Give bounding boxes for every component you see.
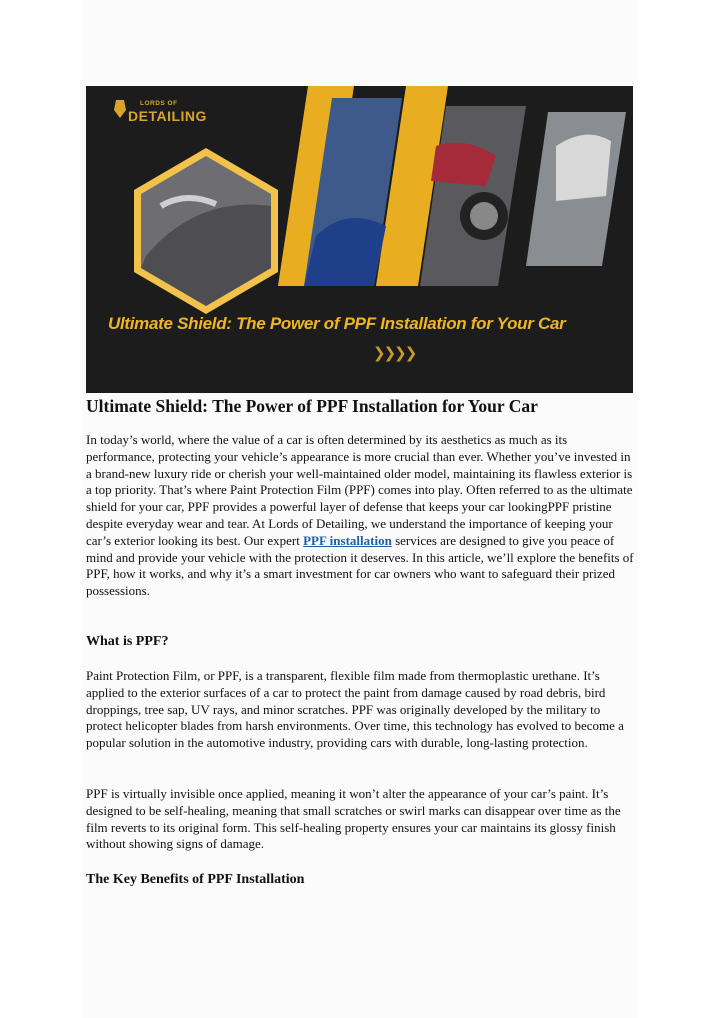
- banner-title: Ultimate Shield: The Power of PPF Installation for Your Car: [108, 314, 566, 333]
- paragraph-ppf-self-healing: PPF is virtually invisible once applied, meaning it won’t alter the appearance of your car’s paint. It’s designed to be self-healing, meaning that small scratches or swirl marks can disappear over time as the film reverts to its original form. This self-healing property ensures your car maintains its glossy finish without showing signs of damage.: [86, 786, 621, 852]
- brand-logo: [106, 100, 216, 130]
- banner-artwork: [86, 86, 633, 393]
- ppf-installation-link[interactable]: PPF installation: [303, 532, 392, 548]
- logo-main-text: DETAILING: [128, 108, 207, 124]
- article-title: Ultimate Shield: The Power of PPF Installation for Your Car: [86, 396, 538, 416]
- intro-text-before-link: In today’s world, where the value of a car is often determined by its aesthetics as much as its performance, protecting your vehicle’s appearance is more crucial than ever. Whether you’ve invested in a brand-new luxury ride or cherish your well-maintained older model, maintaining its flawless exterior is a top priority. That’s where Paint Protection Film (PPF) comes into play. Often referred to as the ultimate shield for your car, PPF provides a powerful layer of defense that keeps your car lookingPPF pristine despite everyday wear and tear. At Lords of Detailing, we understand the importance of keeping your car’s exterior looking its best. Our expert: [86, 432, 633, 548]
- chevrons-icon: ❯❯❯❯: [373, 344, 416, 362]
- logo-top-text: LORDS OF: [140, 100, 178, 107]
- hero-banner: [86, 86, 633, 393]
- section-heading-key-benefits: The Key Benefits of PPF Installation: [86, 872, 305, 887]
- section-heading-what-is-ppf: What is PPF?: [86, 634, 169, 649]
- intro-paragraph: [86, 432, 636, 600]
- rim-shape: [470, 202, 498, 230]
- paragraph-ppf-definition: Paint Protection Film, or PPF, is a transparent, flexible film made from thermoplastic urethane. It’s applied to the exterior surfaces of a car to protect the paint from damage caused by road debris, bird droppings, tree sap, UV rays, and minor scratches. PPF was originally developed by the military to protect helicopter blades from harsh environments. Over time, this technology has evolved to become a popular solution in the automotive industry, providing cars with durable, long-lasting protection.: [86, 668, 624, 751]
- intro-text-after-link: services are designed to give you peace of mind and provide your vehicle with the protection it deserves. In this article, we’ll explore the benefits of PPF, how it works, and why it’s a smart investment for car owners who want to safeguard their prized possessions.: [86, 532, 634, 599]
- worker-shape: [556, 135, 611, 201]
